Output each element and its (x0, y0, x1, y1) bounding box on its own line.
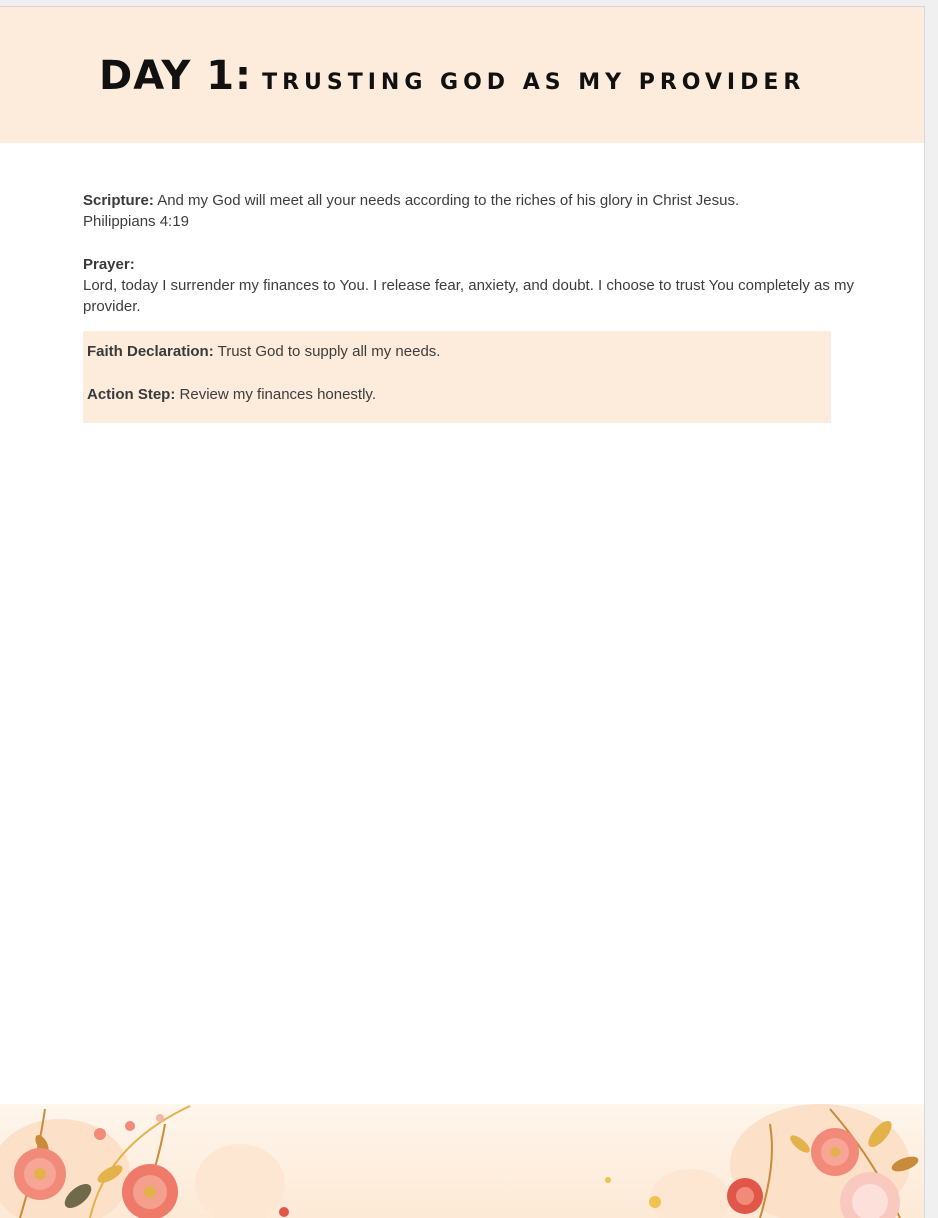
scripture-label: Scripture: (83, 192, 154, 209)
document-page (0, 6, 925, 1218)
page-title (99, 53, 805, 99)
faith-declaration-text: Trust God to supply all my needs. (217, 343, 441, 360)
action-step-label: Action Step: (87, 386, 176, 403)
title-text: TRUSTING GOD AS MY PROVIDER (262, 70, 806, 95)
scripture-text: And my God will meet all your needs according to the riches of his glory in Christ Jesus. (157, 192, 740, 209)
scripture-reference: Philippians 4:19 (83, 213, 189, 230)
header-band (0, 7, 924, 143)
day-label: DAY 1: (99, 53, 253, 99)
faith-declaration-label: Faith Declaration: (87, 343, 214, 360)
prayer-text: Lord, today I surrender my finances to You. I release fear, anxiety, and doubt. I choose to trust You completely as my provider. (83, 277, 855, 315)
prayer-block (83, 254, 863, 317)
action-step (87, 384, 827, 405)
prayer-label: Prayer: (83, 256, 135, 273)
action-step-text: Review my finances honestly. (179, 386, 376, 403)
callout-box (83, 331, 831, 423)
content-body (83, 190, 863, 339)
floral-border-icon (0, 1104, 925, 1218)
faith-declaration (87, 341, 827, 362)
scripture-block (83, 190, 863, 232)
